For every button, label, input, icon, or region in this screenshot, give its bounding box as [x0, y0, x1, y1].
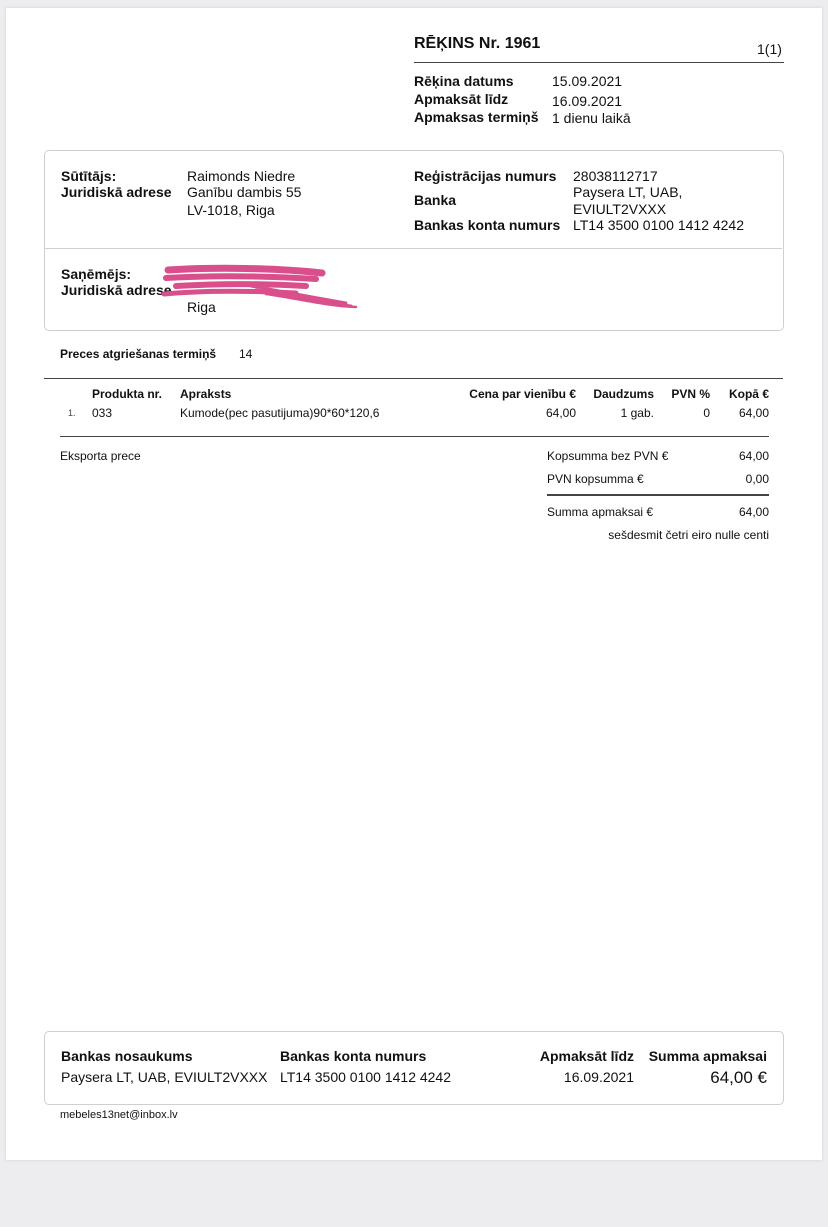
header-unit-price: Cena par vienību € — [469, 387, 576, 401]
subtotal-value: 64,00 — [738, 449, 769, 463]
footer-account-label: Bankas konta numurs — [280, 1048, 427, 1064]
sender-address-label: Juridiskā adrese — [61, 184, 172, 200]
header-vat: PVN % — [671, 387, 710, 401]
registration-value: 28038112717 — [573, 168, 658, 184]
recipient-label: Saņēmējs: — [61, 266, 132, 282]
amount-in-words: sešdesmit četri eiro nulle centi — [608, 528, 769, 542]
header-total: Kopā € — [728, 387, 769, 401]
footer-bank-name-value: Paysera LT, UAB, EVIULT2VXXX — [61, 1069, 268, 1085]
sender-address-line1: Ganību dambis 55 — [187, 184, 302, 200]
row-quantity: 1 gab. — [620, 406, 654, 420]
due-date-label: Apmaksāt līdz — [414, 91, 509, 107]
invoice-date-label: Rēķina datums — [414, 73, 514, 89]
sender-address-line2: LV-1018, Riga — [187, 202, 275, 218]
invoice-date-value: 15.09.2021 — [552, 73, 623, 89]
row-total: 64,00 — [738, 406, 769, 420]
amount-due-value: 64,00 — [738, 505, 769, 519]
payment-footer-box — [44, 1031, 784, 1105]
contact-email: mebeles13net@inbox.lv — [60, 1109, 178, 1121]
sender-name: Raimonds Niedre — [187, 168, 296, 184]
payment-term-value: 1 dienu laikā — [552, 110, 631, 126]
vat-total-value: 0,00 — [745, 472, 769, 486]
header-product-nr: Produkta nr. — [92, 387, 163, 401]
account-label: Bankas konta numurs — [414, 217, 561, 233]
bank-label: Banka — [414, 192, 457, 208]
row-product-nr: 033 — [92, 406, 113, 420]
page-indicator: 1(1) — [757, 41, 782, 57]
return-term-label: Preces atgriešanas termiņš — [60, 347, 217, 361]
invoice-title: RĒĶINS Nr. 1961 — [414, 35, 541, 52]
row-vat: 0 — [703, 406, 710, 420]
header-description: Apraksts — [180, 387, 232, 401]
sender-label: Sūtītājs: — [61, 168, 117, 184]
recipient-city: Riga — [187, 299, 216, 315]
payment-term-label: Apmaksas termiņš — [414, 109, 539, 125]
account-value: LT14 3500 0100 1412 4242 — [573, 217, 745, 233]
footer-due-value: 16.09.2021 — [563, 1069, 634, 1085]
footer-bank-name-label: Bankas nosaukums — [61, 1048, 193, 1064]
table-bottom-rule — [60, 436, 769, 437]
parties-divider — [45, 248, 782, 249]
registration-label: Reģistrācijas numurs — [414, 168, 557, 184]
bank-line2: EVIULT2VXXX — [573, 201, 667, 217]
row-index: 1. — [68, 408, 76, 418]
invoice-page — [6, 8, 822, 1160]
header-quantity: Daudzums — [593, 387, 654, 401]
totals-rule — [547, 494, 769, 496]
export-note: Eksporta prece — [60, 449, 141, 463]
return-term-value: 14 — [239, 347, 253, 361]
footer-sum-label: Summa apmaksai — [648, 1048, 767, 1064]
recipient-address-label: Juridiskā adrese — [61, 282, 172, 298]
row-unit-price: 64,00 — [545, 406, 576, 420]
vat-total-label: PVN kopsumma € — [547, 472, 644, 486]
amount-due-label: Summa apmaksai € — [547, 505, 654, 519]
due-date-value: 16.09.2021 — [552, 93, 623, 109]
subtotal-label: Kopsumma bez PVN € — [547, 449, 669, 463]
redaction-scribble — [156, 264, 366, 314]
bank-line1: Paysera LT, UAB, — [573, 184, 683, 200]
footer-sum-value: 64,00 € — [710, 1068, 767, 1087]
table-top-rule — [44, 378, 783, 379]
row-description: Kumode(pec pasutijuma)90*60*120,6 — [180, 406, 380, 420]
footer-due-label: Apmaksāt līdz — [539, 1048, 634, 1064]
footer-account-value: LT14 3500 0100 1412 4242 — [280, 1069, 452, 1085]
header-divider — [414, 62, 784, 63]
